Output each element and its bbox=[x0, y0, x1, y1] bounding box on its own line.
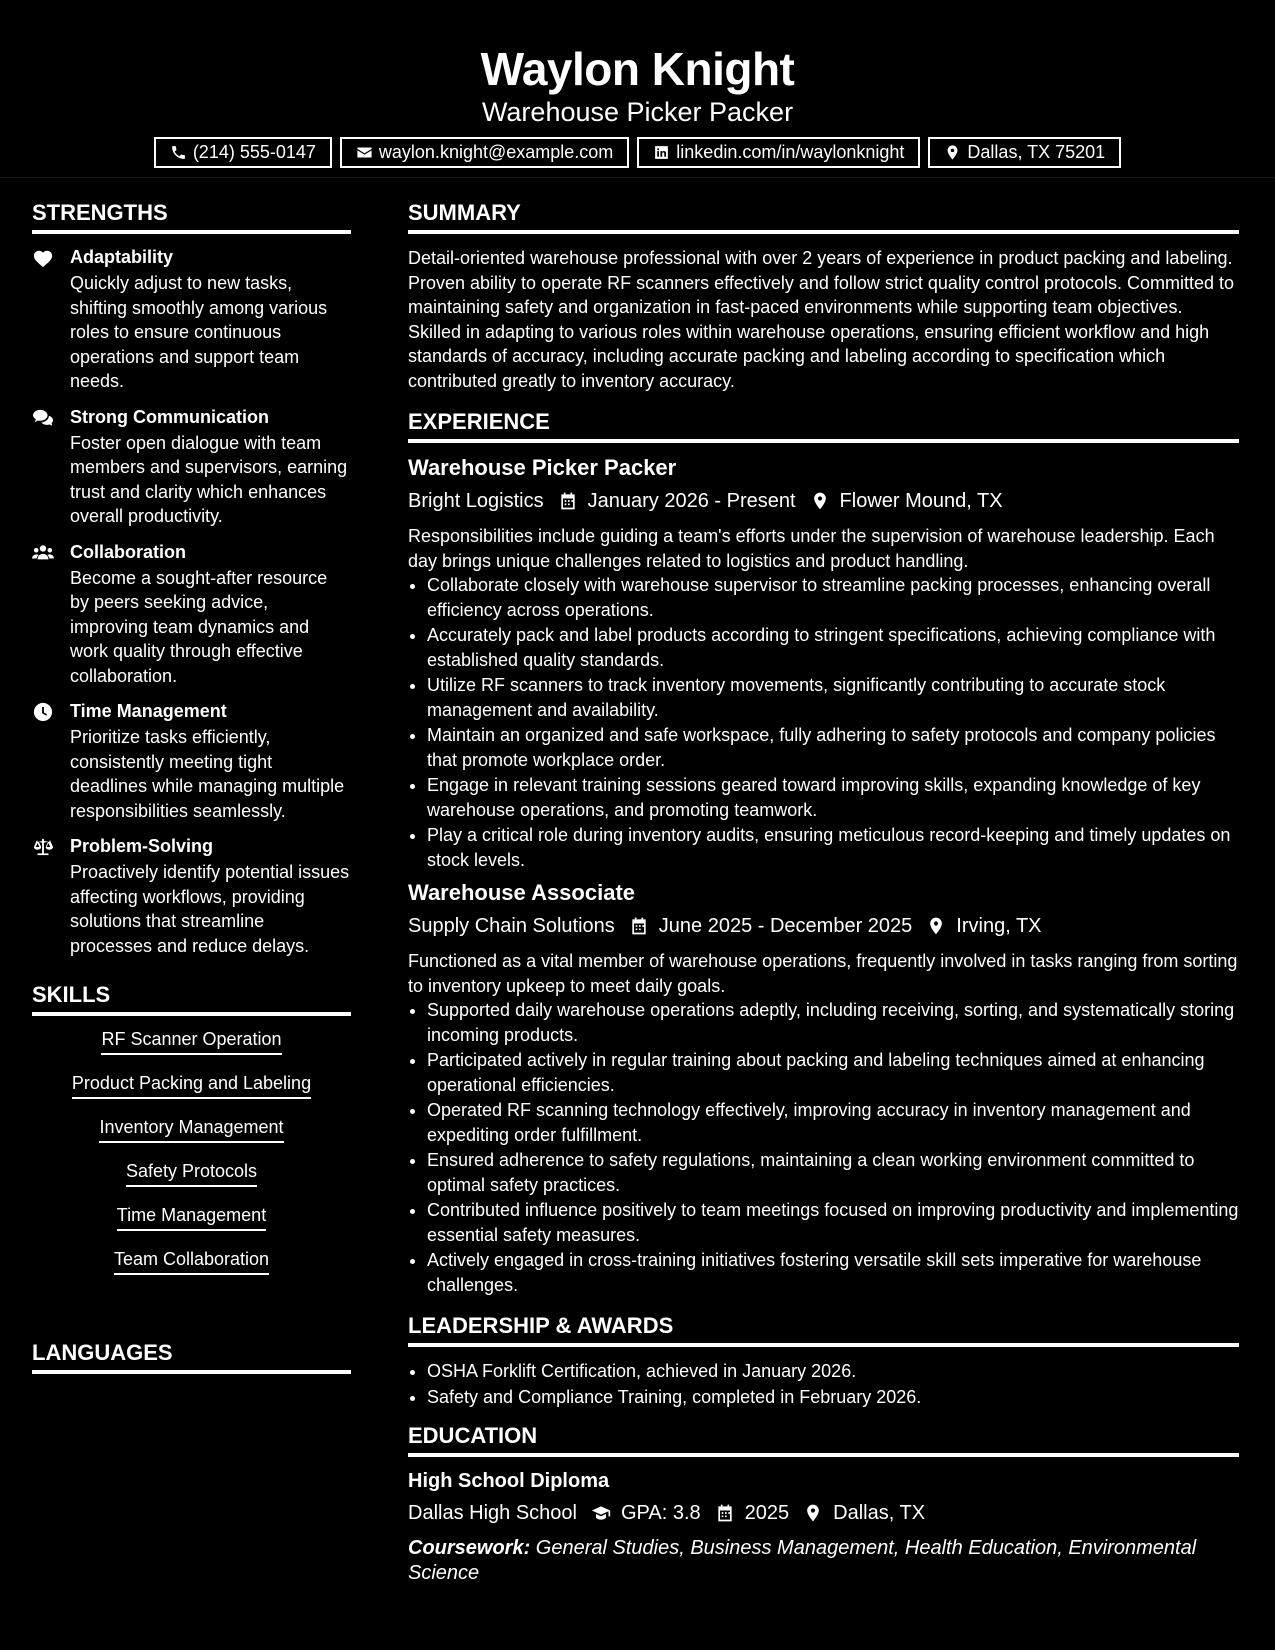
skill-item: Inventory Management bbox=[99, 1116, 283, 1143]
contact-location[interactable] bbox=[928, 137, 1121, 168]
users-icon bbox=[32, 543, 54, 563]
envelope-icon bbox=[356, 144, 373, 161]
award-item: • OSHA Forklift Certification, achieved in January 2026. bbox=[427, 1359, 1239, 1384]
strength-item bbox=[32, 700, 351, 823]
skill-item: Team Collaboration bbox=[114, 1248, 269, 1275]
job-bullets bbox=[408, 573, 1239, 872]
coursework-list: General Studies, Business Management, Health Education, Environmental Science bbox=[408, 1537, 1197, 1584]
map-pin-icon bbox=[944, 144, 961, 161]
strength-desc: Proactively identify potential issues affecting workflows, providing solutions that streamline processes and reduce delays. bbox=[70, 862, 350, 956]
candidate-title: Warehouse Picker Packer bbox=[481, 97, 794, 127]
left-column bbox=[32, 200, 351, 1386]
awards-list bbox=[408, 1359, 1239, 1409]
contact-linkedin-text: linkedin.com/in/waylonknight bbox=[676, 142, 905, 162]
heart-icon bbox=[32, 248, 54, 268]
comments-icon bbox=[32, 408, 54, 428]
contact-location-text: Dallas, TX 75201 bbox=[967, 142, 1106, 162]
job-entry bbox=[408, 880, 1239, 1297]
job-bullet: • Collaborate closely with warehouse supervisor to streamline packing processes, enhancing overall efficiency across operations. bbox=[427, 573, 1239, 622]
graduation-year: 2025 bbox=[744, 1502, 790, 1524]
strength-desc: Quickly adjust to new tasks, shifting smoothly among various roles to ensure continuous operations and support team needs. bbox=[70, 273, 328, 391]
skills-heading: SKILLS bbox=[32, 982, 351, 1016]
job-entry bbox=[408, 455, 1239, 872]
clock-icon bbox=[32, 702, 54, 722]
strength-desc: Foster open dialogue with team members and supervisors, earning trust and clarity which enhances overall productivity. bbox=[70, 432, 348, 526]
job-dates: January 2026 - Present bbox=[587, 490, 796, 512]
experience-heading: EXPERIENCE bbox=[408, 409, 1239, 443]
contact-bar bbox=[0, 137, 1275, 168]
job-bullet: • Operated RF scanning technology effectively, improving accuracy in inventory management and expediting order fulfillment. bbox=[427, 1098, 1239, 1147]
job-bullets bbox=[408, 998, 1239, 1297]
job-bullet: • Engage in relevant training sessions geared toward improving skills, expanding knowledge of key warehouse operations, and promoting teamwork. bbox=[427, 773, 1239, 822]
skill-item: Time Management bbox=[117, 1204, 266, 1231]
contact-email[interactable] bbox=[340, 137, 629, 168]
contact-phone[interactable] bbox=[154, 137, 332, 168]
balance-scale-icon bbox=[32, 837, 54, 857]
job-bullet: • Ensured adherence to safety regulations, maintaining a clean working environment committed to optimal safety practices. bbox=[427, 1148, 1239, 1197]
phone-icon bbox=[170, 144, 187, 161]
strength-item bbox=[32, 541, 351, 689]
job-bullet: • Play a critical role during inventory audits, ensuring meticulous record-keeping and timely updates on stock levels. bbox=[427, 823, 1239, 872]
job-bullet: • Utilize RF scanners to track inventory movements, significantly contributing to accurate stock management and availability. bbox=[427, 673, 1239, 722]
contact-email-text: waylon.knight@example.com bbox=[378, 142, 614, 162]
calendar-icon bbox=[629, 916, 649, 936]
summary-heading: SUMMARY bbox=[408, 200, 1239, 234]
degree: High School Diploma bbox=[408, 1470, 610, 1492]
strength-item bbox=[32, 835, 351, 958]
school-location: Dallas, TX bbox=[833, 1502, 926, 1524]
skills-list bbox=[32, 1028, 351, 1292]
job-company: Supply Chain Solutions bbox=[408, 915, 615, 937]
job-bullet: • Contributed influence positively to team meetings focused on improving productivity and implementing essential safety measures. bbox=[427, 1198, 1239, 1247]
skill-item: RF Scanner Operation bbox=[101, 1028, 281, 1055]
map-pin-icon bbox=[810, 491, 830, 511]
job-location: Flower Mound, TX bbox=[839, 490, 1003, 512]
job-title: Warehouse Associate bbox=[408, 880, 636, 905]
job-title: Warehouse Picker Packer bbox=[408, 455, 677, 480]
strength-title: Problem-Solving bbox=[70, 836, 214, 856]
job-bullet: • Participated actively in regular training about packing and labeling techniques aimed at enhancing operational efficiencies. bbox=[427, 1048, 1239, 1097]
job-description: Responsibilities include guiding a team's efforts under the supervision of warehouse leadership. Each day brings unique challenges related to logistics and product handling. bbox=[408, 526, 1215, 571]
right-column bbox=[408, 200, 1239, 1586]
job-meta bbox=[408, 912, 1239, 940]
strength-title: Time Management bbox=[70, 701, 227, 721]
education-meta bbox=[408, 1499, 1239, 1527]
calendar-icon bbox=[715, 1503, 735, 1523]
awards-heading: LEADERSHIP & AWARDS bbox=[408, 1313, 1239, 1347]
languages-heading: LANGUAGES bbox=[32, 1340, 351, 1374]
strength-item bbox=[32, 246, 351, 394]
candidate-name: Waylon Knight bbox=[480, 43, 795, 95]
job-description: Functioned as a vital member of warehouse operations, frequently involved in tasks ranging from sorting to inventory upkeep to meet daily goals. bbox=[408, 951, 1238, 996]
job-bullet: • Maintain an organized and safe workspace, fully adhering to safety protocols and company policies that promote workplace order. bbox=[427, 723, 1239, 772]
award-item: • Safety and Compliance Training, completed in February 2026. bbox=[427, 1385, 1239, 1410]
job-bullet: • Accurately pack and label products according to stringent specifications, achieving compliance with established quality standards. bbox=[427, 623, 1239, 672]
strengths-heading: STRENGTHS bbox=[32, 200, 351, 234]
strength-desc: Prioritize tasks efficiently, consistently meeting tight deadlines while managing multiple responsibilities seamlessly. bbox=[70, 727, 345, 821]
map-pin-icon bbox=[803, 1503, 823, 1523]
job-meta bbox=[408, 487, 1239, 515]
job-location: Irving, TX bbox=[956, 915, 1042, 937]
education-entry bbox=[408, 1469, 1239, 1586]
strength-title: Strong Communication bbox=[70, 406, 269, 427]
school-name: Dallas High School bbox=[408, 1502, 577, 1524]
strength-title: Adaptability bbox=[70, 247, 174, 267]
skill-item: Safety Protocols bbox=[126, 1160, 257, 1187]
calendar-icon bbox=[558, 491, 578, 511]
contact-phone-text: (214) 555-0147 bbox=[192, 142, 316, 162]
strength-desc: Become a sought-after resource by peers seeking advice, improving team dynamics and work quality through effective collaboration. bbox=[70, 567, 328, 686]
skill-item: Product Packing and Labeling bbox=[72, 1072, 311, 1099]
strength-item bbox=[32, 406, 351, 529]
strength-title: Collaboration bbox=[70, 541, 186, 562]
job-bullet: • Supported daily warehouse operations adeptly, including receiving, sorting, and systematically storing incoming products. bbox=[427, 998, 1239, 1047]
gpa: GPA: 3.8 bbox=[620, 1502, 701, 1524]
resume-header bbox=[0, 0, 1275, 178]
coursework bbox=[408, 1536, 1239, 1586]
linkedin-icon bbox=[653, 144, 670, 161]
contact-linkedin[interactable] bbox=[637, 137, 920, 168]
job-dates: June 2025 - December 2025 bbox=[658, 915, 913, 937]
graduation-cap-icon bbox=[591, 1503, 611, 1523]
summary-text: Detail-oriented warehouse professional with over 2 years of experience in product packing and labeling. Proven ability to operate RF scanners effectively and follow strict quality control protocols. Committed to maintaining safety and organization in fast-paced environments while supporting team objectives. Skilled in adapting to various roles within warehouse operations, ensuring efficient workflow and high standards of accuracy, including accurate packing and labeling according to specification which contributed greatly to inventory accuracy. bbox=[408, 248, 1235, 391]
coursework-label: Coursework: bbox=[408, 1537, 531, 1559]
job-bullet: • Actively engaged in cross-training initiatives fostering versatile skill sets imperative for warehouse challenges. bbox=[427, 1248, 1239, 1297]
map-pin-icon bbox=[926, 916, 946, 936]
job-company: Bright Logistics bbox=[408, 490, 544, 512]
education-heading: EDUCATION bbox=[408, 1423, 1239, 1457]
